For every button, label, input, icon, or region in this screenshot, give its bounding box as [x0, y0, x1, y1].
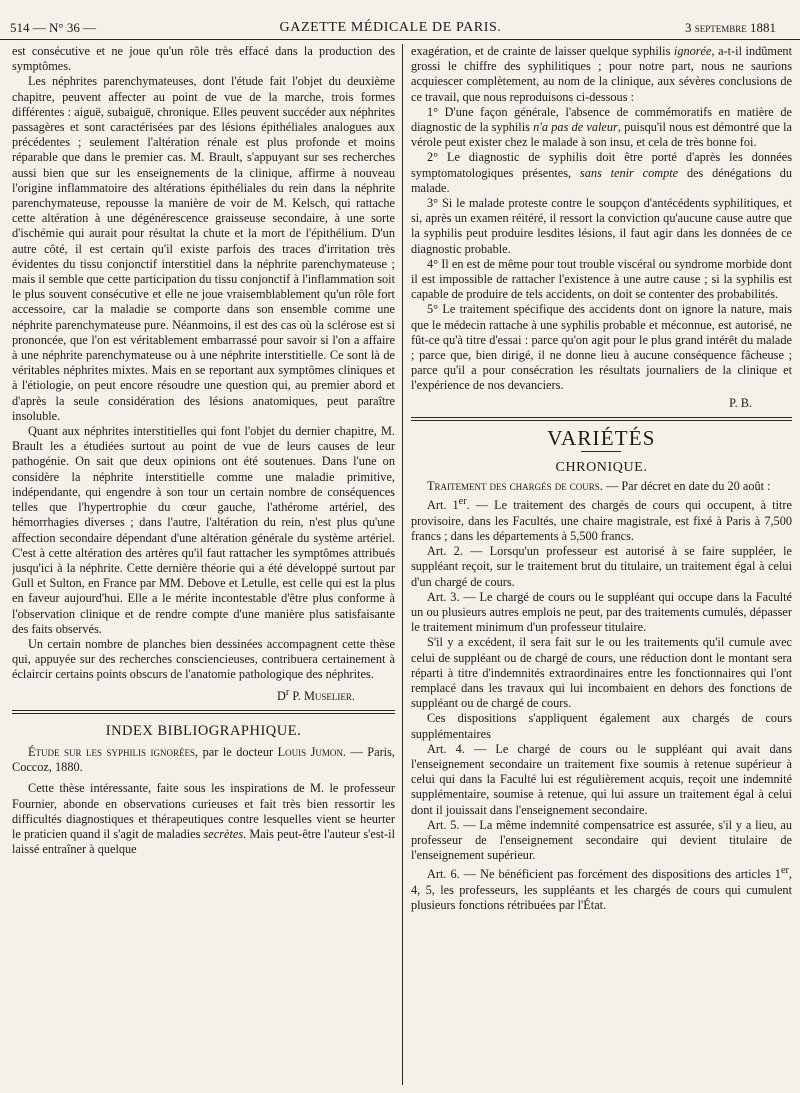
author-signature: $D^r$ P. Muselier.	[276, 686, 355, 703]
article: Art. 5. — La même indemnité compensatrice est assurée, s'il y a lieu, au professeur de l'enseignement secondaire qui devient titulaire de l'enseignement supérieur.	[410, 817, 792, 863]
article: Art. 1er. — Le traitement des chargés de cours qui occupent, à titre provisoire, dans les Facultés, une chaire magistrale, est fixé à Paris à 7,500 francs ; dans les départements à 5,500 francs.	[410, 496, 792, 543]
conclusion-item: 1° D'une façon générale, l'absence de commémoratifs en matière de diagnostic de la syphilis n'a pas de valeur, puisqu'il nous est démontré que la vérole peut exister chez le malade à son insu, et cela de très bonne foi.	[410, 104, 792, 150]
conclusion-item: 3° Si le malade proteste contre le soupçon d'antécédents syphilitiques, et si, après un examen réitéré, il ressort la conviction qu'aucune cause autre que la syphilis peut produire lesdites lésions, il faut agir dans les données de ce diagnostic probable.	[410, 196, 792, 256]
page-number-block	[10, 20, 96, 35]
paragraph: Un certain nombre de planches bien dessinées accompagnent cette thèse qui, appuyée sur des recherches consciencieuses, contribuera certainement à éclaircir certains points obscurs de l'anatomie pathologique des néphrites.	[12, 636, 395, 682]
section-heading: INDEX BIBLIOGRAPHIQUE.	[105, 722, 302, 739]
article: Art. 6. — Ne bénéficient pas forcément des dispositions des articles 1er, 4, 5, les professeurs, les suppléants et les chargés de cours qui cumulent plusieurs fonctions rétribuées par l'État.	[410, 865, 792, 912]
page-number: 514	[10, 19, 30, 35]
right-column	[402, 44, 792, 1085]
article: S'il y a excédent, il sera fait sur le ou les traitements qu'il cumule avec celui de suppléant ou de chargé de cours, une réduction dont le montant sera réparti à titre d'indemnités extraordinaires entre les fonctionnaires qui l'ont remplacé dans les travaux qui lui incombaient en dehors des fonctions de suppléant ou de chargé de cours.	[410, 635, 792, 711]
subsection-heading: CHRONIQUE.	[555, 460, 648, 476]
conclusion-item: 5° Le traitement spécifique des accidents dont on ignore la nature, mais que le médecin rattache à une syphilis probable et méconnue, est autorisé, ne fût-ce qu'à titre d'essai : parce qu'on agit pour le plus grand intérêt du malade ; parce que, bien dirigé, il ne donne lieu à aucune conséquence fâcheuse ; parce qu'il a pour consécration les résultats journaliers de la clinique et l'expérience de nos devanciers.	[410, 302, 792, 393]
author-signature: P. B.	[729, 395, 752, 410]
page-header	[0, 0, 800, 40]
issue-date: 3 septembre 1881	[684, 19, 776, 35]
short-divider	[581, 451, 621, 452]
paragraph: Traitement des chargés de cours. — Par décret en date du 20 août :	[426, 479, 771, 494]
conclusion-item: 4° Il en est de même pour tout trouble viscéral ou syndrome morbide dont il est impossible de rattacher l'existence à une autre cause ; si la syphilis est capable de produire de tels accidents, on doit se contenter des probabilités.	[410, 256, 792, 302]
issue-number: — N° 36 —	[32, 19, 97, 35]
left-column	[12, 44, 402, 1085]
paragraph: Cette thèse intéressante, faite sous les inspirations de M. le professeur Fournier, abonde en observations curieuses et fait très bien ressortir les difficultés diagnostiques et thérapeutiques contre lesquelles vient se heurter le praticien quand il s'agit de maladies secrètes. Mais peut-être l'auteur s'est-il laissé entraîner à quelque	[12, 781, 395, 857]
article: Art. 3. — Le chargé de cours ou le suppléant qui occupe dans la Faculté un ou plusieurs autres emplois ne peut, par des traitements cumulés, dépasser le traitement minimum d'un professeur titulaire.	[410, 589, 792, 635]
article: Ces dispositions s'appliquent également aux chargés de cours supplémentaires	[410, 711, 792, 741]
conclusion-item: 2° Le diagnostic de syphilis doit être porté d'après les données symptomatologiques présentes, sans tenir compte des dénégations du malade.	[410, 150, 792, 195]
article: Art. 4. — Le chargé de cours ou le suppléant qui avait dans l'enseignement secondaire un traitement fixe soumis à retenue supérieur à celui qui dans la Faculté lui est régulièrement acquis, reçoit une indemnité supplémentaire, soumise à retenue, qui lui assure un traitement égal à celui dont il jouissait dans l'enseignement secondaire.	[410, 741, 792, 817]
paragraph: Les néphrites parenchymateuses, dont l'étude fait l'objet du deuxième chapitre, peuvent affecter au point de vue de la marche, trois formes différentes : aiguë, subaiguë, chronique. Elles peuvent succéder aux néphrites passagères et sont caractérisées par des lésions épithéliales analogues aux précédentes ; seulement l'altération rénale est plus profonde et moins réparable que dans le premier cas. M. Brault, s'appuyant sur ses recherches aussi bien que sur les enseignements de la clinique, affirme à nouveau l'origine inflammatoire des altérations épithéliales du rein dans la néphrite parenchymateuse, repousse la manière de voir de M. Kelsch, qui rattache cette altération à une dégénérescence graisseuse secondaire, à une sorte d'ischémie qui aurait pour résultat la chute et la mort de l'épithélium. D'un autre côté, il est certain qu'il existe parfois des traces d'irritation très évidentes du tissu conjonctif interstitiel dans la néphrite parenchymateuse ; mais il semble que cette participation du tissu conjonctif à l'inflammation soit le plus souvent consécutive et elle ne joue vraisemblablement qu'un rôle fort accessoire, car la maladie se comporte dans son ensemble comme une néphrite parenchymateuse pure. Néanmoins, il est des cas où la sclérose est si prononcée, que l'on est véritablement embarrassé pour savoir si l'on a affaire à une néphrite parenchymateuse ou à une néphrite interstitielle. Ce sont là de véritables néphrites mixtes. Mais en se reportant aux symptômes cliniques et à l'étiologie, on peut encore résoudre une question qui, au premier abord et d'après la seule considération des lésions anatomiques, peut paraître insoluble.	[12, 74, 395, 423]
section-divider	[12, 710, 395, 714]
paragraph: Quant aux néphrites interstitielles qui font l'objet du dernier chapitre, M. Brault les a étudiées surtout au point de vue de leurs causes de leur pathogénie. On sait que deux opinions ont été soutenues. Dans l'une on considère la néphrite interstitielle comme une maladie primitive, indépendante, qui engendre à son tour un certain nombre de conséquences telles que l'hypertrophie du cœur gauche, l'athérome artériel, des hémorrhagies diverses ; dans l'autre, l'altération du rein, n'est plus qu'une affection secondaire dépendant d'une altération générale du système artériel. C'est à cette altération des artères qu'il faut rattacher les symptômes attribués jusqu'ici à la néphrite. Cette dernière théorie qui a été développé surtout par Gull et Sulton, en France par MM. Debove et Letulle, est celle qui est la plus en faveur aujourd'hui. Elle a le mérite incontestable d'être plus conforme à l'observation clinique et de rendre compte d'une manière plus satisfaisante des faits observés.	[12, 424, 395, 636]
paragraph: est consécutive et ne joue qu'un rôle très effacé dans la production des symptômes.	[12, 44, 395, 74]
page-columns	[12, 44, 792, 1085]
section-heading: VARIÉTÉS	[547, 425, 656, 450]
article: Art. 2. — Lorsqu'un professeur est autorisé à se faire suppléer, le suppléant reçoit, sur le traitement brut du titulaire, un traitement égal à celui d'un chargé de cours.	[410, 544, 792, 589]
journal-title: GAZETTE MÉDICALE DE PARIS.	[279, 19, 502, 35]
paragraph: exagération, et de crainte de laisser quelque syphilis ignorée, a-t-il indûment grossi le chiffre des syphilitiques ; pour notre part, nous ne saurions acquiescer complètement, au nom de la clinique, aux sévères conclusions de ce travail, que nous reproduisons ci-dessous :	[410, 44, 792, 104]
section-divider	[411, 417, 792, 421]
bibliographic-reference: Étude sur les syphilis ignorées, par le docteur Louis Jumon. — Paris, Coccoz, 1880.	[12, 745, 395, 775]
